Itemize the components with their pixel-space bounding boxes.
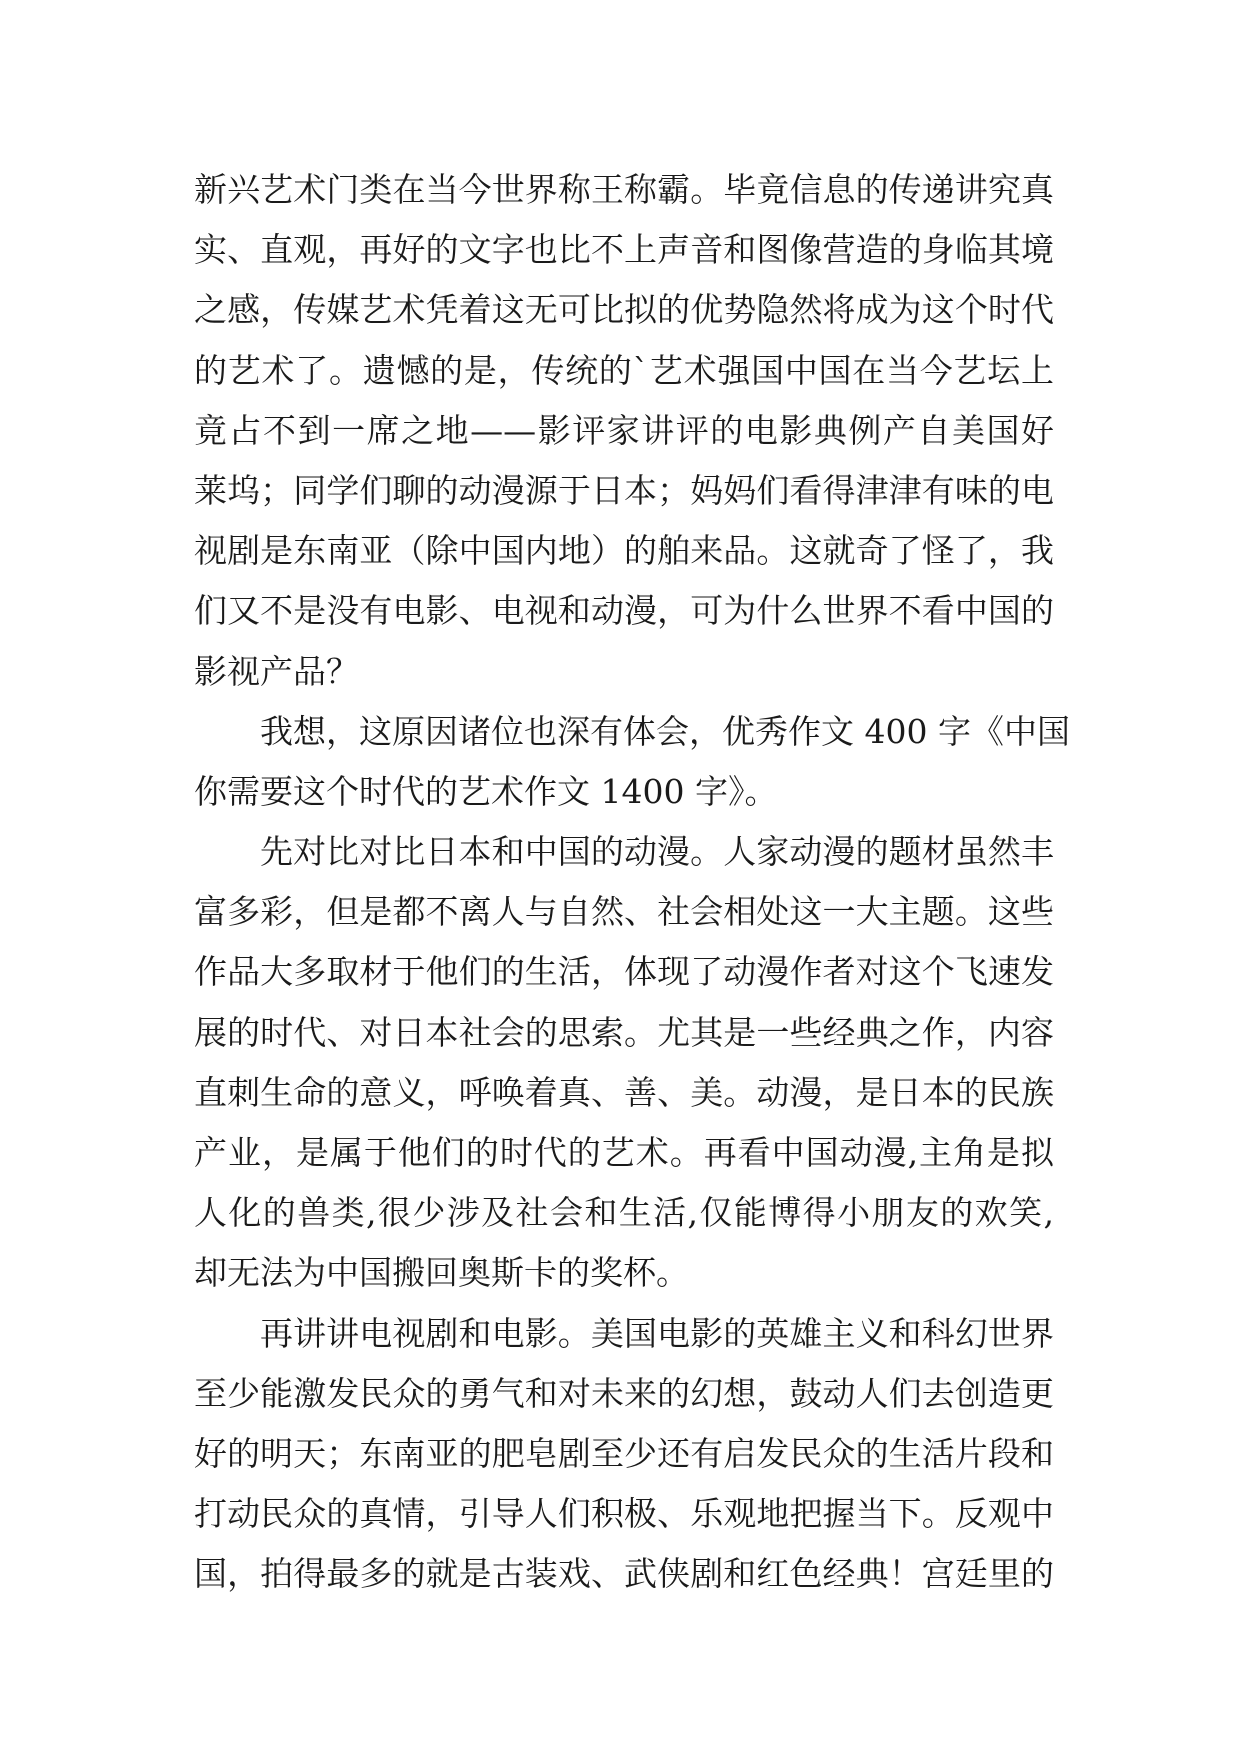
text-line: 影视产品？ bbox=[194, 651, 359, 691]
text-line: 之感，传媒艺术凭着这无可比拟的优势隐然将成为这个时代 bbox=[194, 290, 1054, 330]
paragraph-4 bbox=[194, 1304, 1054, 1605]
text-line: 打动民众的真情，引导人们积极、乐观地把握当下。反观中 bbox=[194, 1494, 1054, 1534]
paragraph-3 bbox=[194, 822, 1054, 1304]
paragraph-2 bbox=[194, 702, 1070, 822]
text-line: 再讲讲电视剧和电影。美国电影的英雄主义和科幻世界 bbox=[260, 1313, 1054, 1353]
text-line: 产业，是属于他们的时代的艺术。再看中国动漫,主角是拟 bbox=[194, 1133, 1054, 1172]
text-line: 人化的兽类,很少涉及社会和生活,仅能博得小朋友的欢笑, bbox=[194, 1193, 1054, 1233]
text-line: 好的明天；东南亚的肥皂剧至少还有启发民众的生活片段和 bbox=[194, 1433, 1054, 1473]
text-line: 我想，这原因诸位也深有体会，优秀作文 400 字《中国 bbox=[260, 711, 1070, 751]
text-line: 先对比对比日本和中国的动漫。人家动漫的题材虽然丰 bbox=[260, 832, 1054, 872]
text-line: 却无法为中国搬回奥斯卡的奖杯。 bbox=[194, 1253, 689, 1293]
text-line: 直刺生命的意义，呼唤着真、善、美。动漫，是日本的民族 bbox=[194, 1072, 1054, 1112]
text-line: 视剧是东南亚（除中国内地）的舶来品。这就奇了怪了，我 bbox=[194, 531, 1054, 571]
text-line: 竟占不到一席之地——影评家讲评的电影典例产自美国好 bbox=[194, 410, 1054, 450]
text-line: 莱坞；同学们聊的动漫源于日本；妈妈们看得津津有味的电 bbox=[194, 470, 1054, 510]
text-line: 富多彩，但是都不离人与自然、社会相处这一大主题。这些 bbox=[194, 892, 1054, 932]
text-line: 国，拍得最多的就是古装戏、武侠剧和红色经典！宫廷里的 bbox=[194, 1554, 1054, 1594]
text-line: 实、直观，再好的文字也比不上声音和图像营造的身临其境 bbox=[194, 230, 1054, 270]
text-line: 至少能激发民众的勇气和对未来的幻想，鼓动人们去创造更 bbox=[194, 1373, 1054, 1413]
text-line: 的艺术了。遗憾的是，传统的`艺术强国中国在当今艺坛上 bbox=[194, 350, 1054, 390]
paragraph-1 bbox=[194, 160, 1054, 702]
text-line: 展的时代、对日本社会的思索。尤其是一些经典之作，内容 bbox=[194, 1012, 1054, 1052]
text-line: 们又不是没有电影、电视和动漫，可为什么世界不看中国的 bbox=[194, 591, 1054, 631]
body-text bbox=[194, 160, 1070, 1605]
text-line: 你需要这个时代的艺术作文 1400 字》。 bbox=[194, 771, 778, 811]
text-line: 新兴艺术门类在当今世界称王称霸。毕竟信息的传递讲究真 bbox=[194, 170, 1054, 209]
text-line: 作品大多取材于他们的生活，体现了动漫作者对这个飞速发 bbox=[194, 952, 1054, 992]
